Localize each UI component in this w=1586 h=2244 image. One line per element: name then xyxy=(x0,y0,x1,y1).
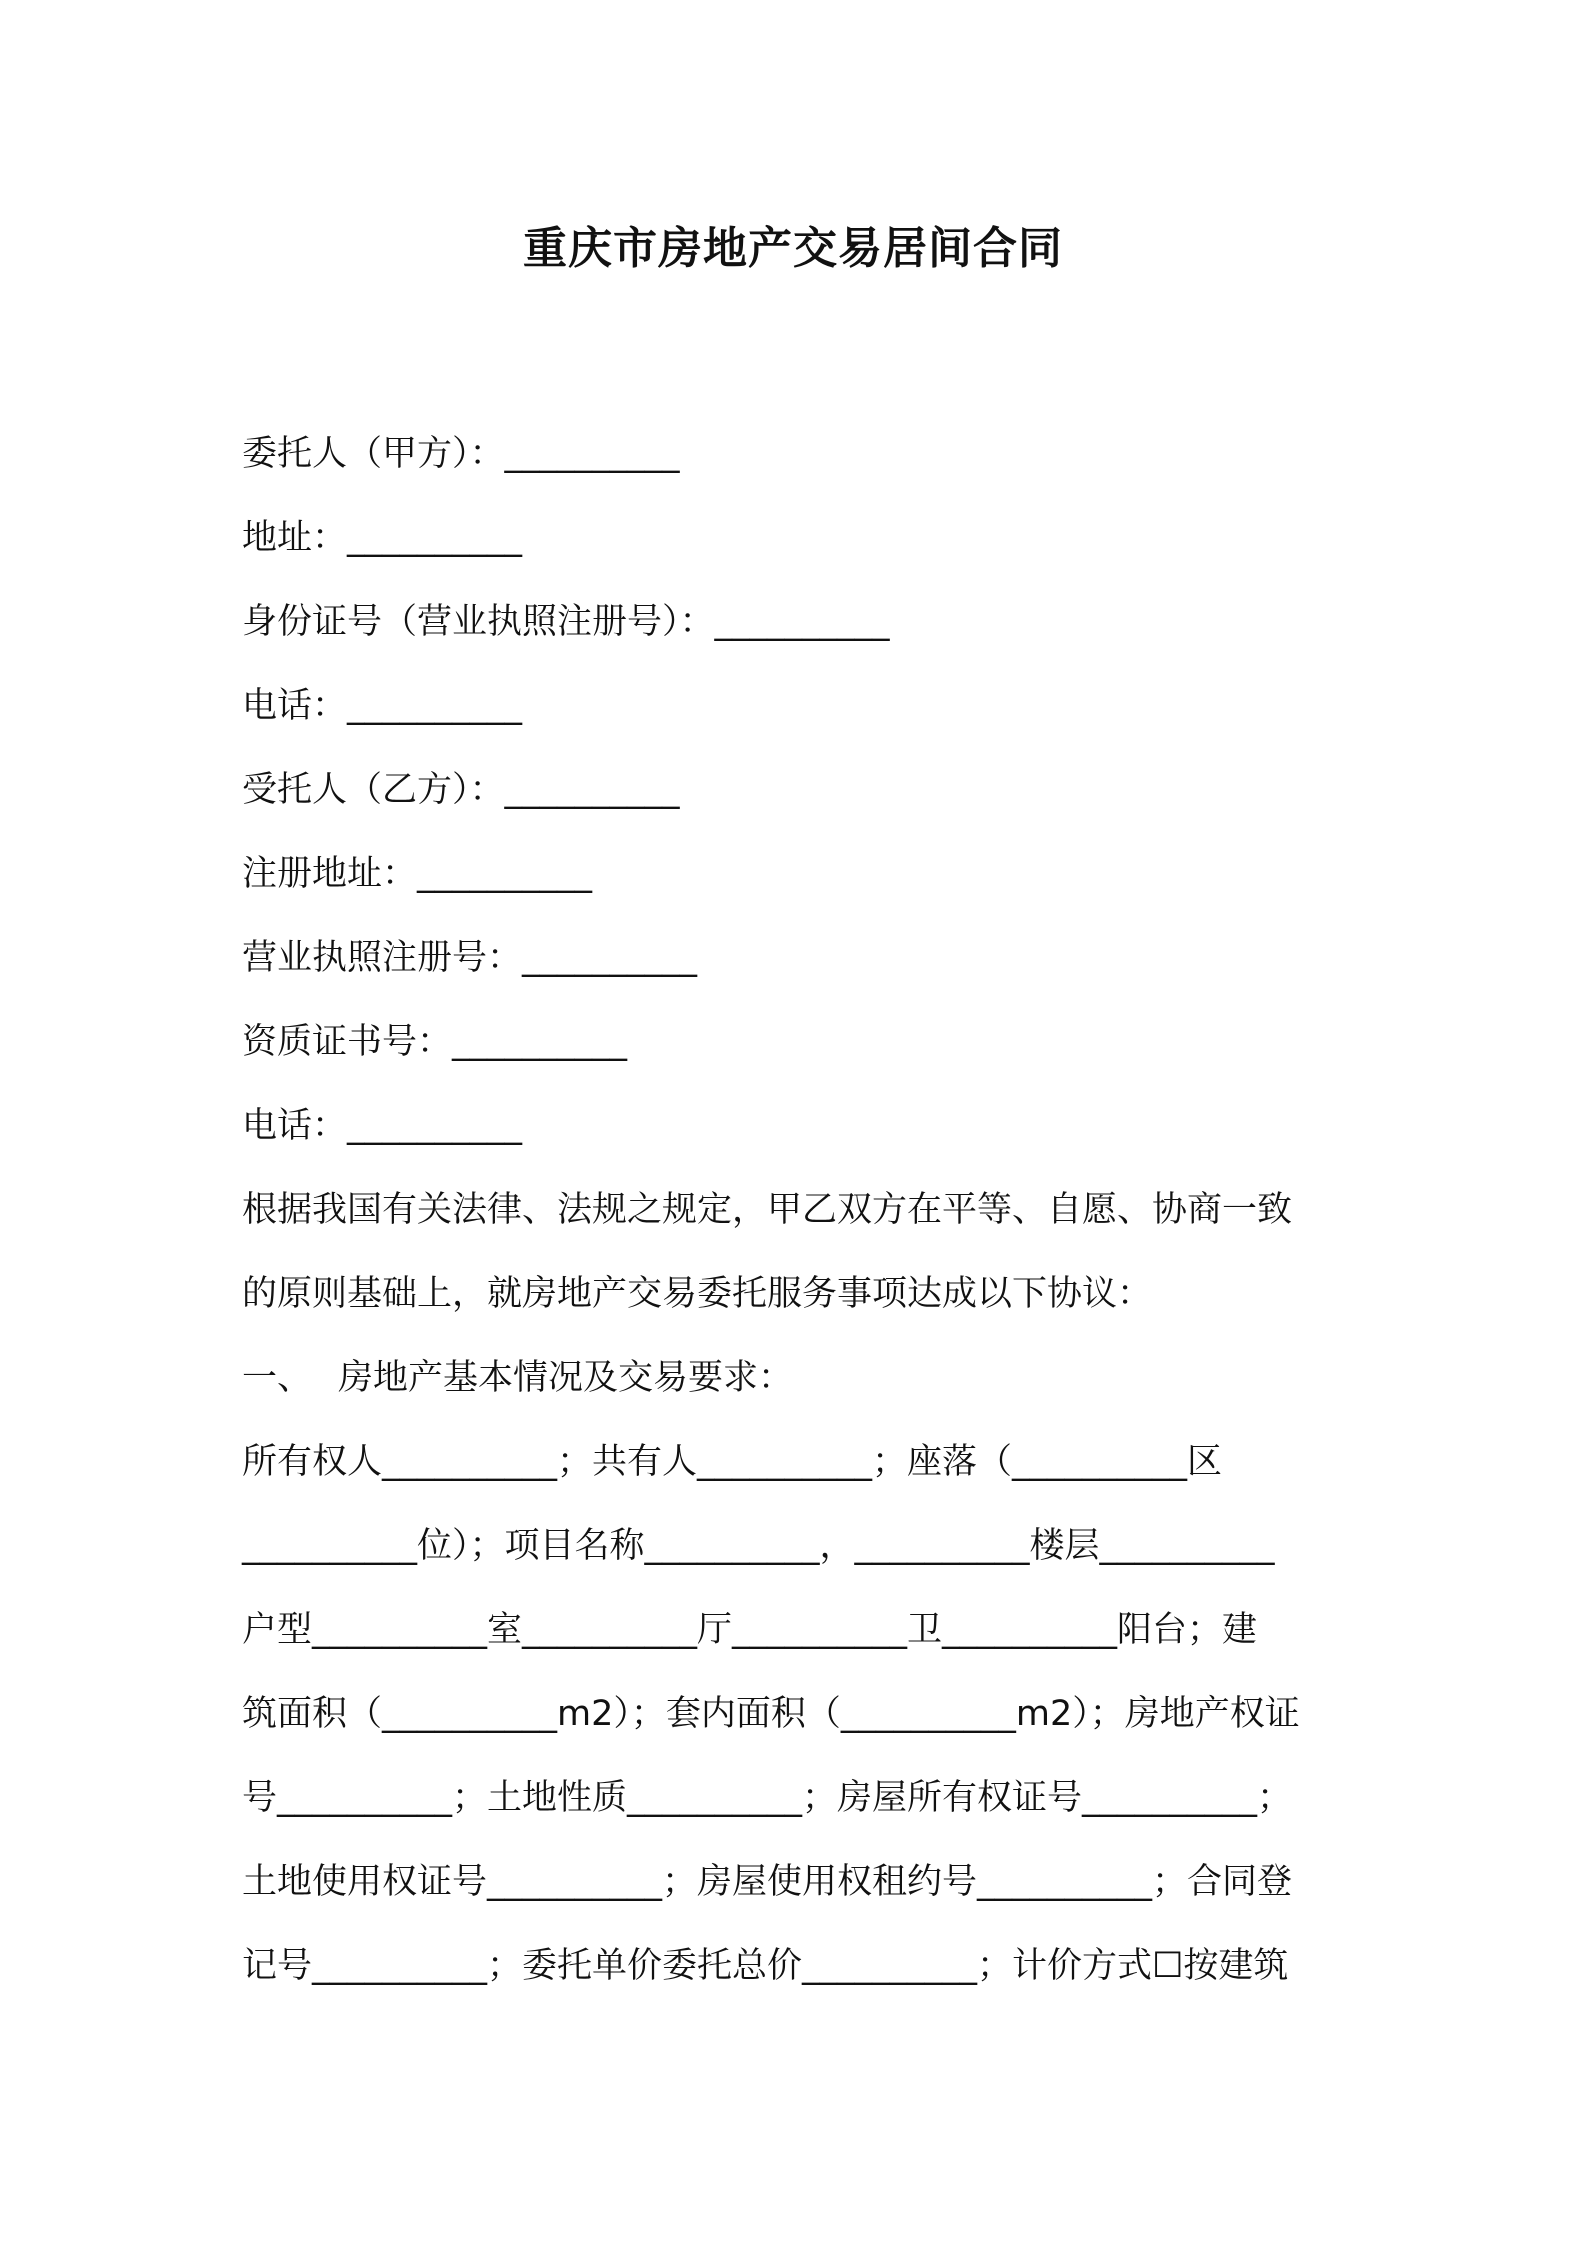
preamble-line: 根据我国有关法律、法规之规定，甲乙双方在平等、自愿、协商一致 xyxy=(242,1190,1293,1230)
detail-line: __________位）；项目名称__________，__________楼层__________ xyxy=(242,1526,1275,1566)
section-heading xyxy=(242,1336,1354,1420)
detail-line: 号__________；土地性质__________；房屋所有权证号__________； xyxy=(242,1778,1293,1818)
detail-line: 所有权人__________；共有人__________；座落（__________区 xyxy=(242,1442,1223,1482)
preamble-line: 的原则基础上，就房地产交易委托服务事项达成以下协议： xyxy=(242,1274,1153,1314)
section-number: 一、 xyxy=(242,1358,313,1398)
field-client-party-a: 委托人（甲方）：__________ xyxy=(242,434,680,474)
section-title: 房地产基本情况及交易要求： xyxy=(338,1358,794,1398)
detail-line: 筑面积（__________m2）；套内面积（__________m2）；房地产权证 xyxy=(242,1694,1300,1734)
field-agent-qualification-number: 资质证书号：__________ xyxy=(242,1022,628,1062)
field-client-phone: 电话：__________ xyxy=(242,686,523,726)
document-title: 重庆市房地产交易居间合同 xyxy=(523,223,1063,274)
field-client-address: 地址：__________ xyxy=(242,518,523,558)
detail-line: 户型__________室__________厅__________卫__________阳台；建 xyxy=(242,1610,1258,1650)
contract-body xyxy=(242,412,1354,2008)
detail-line: 土地使用权证号__________；房屋使用权租约号__________；合同登 xyxy=(242,1862,1293,1902)
field-agent-registered-address: 注册地址：__________ xyxy=(242,854,593,894)
field-agent-party-b: 受托人（乙方）：__________ xyxy=(242,770,680,810)
field-agent-license-number: 营业执照注册号：__________ xyxy=(242,938,698,978)
detail-line: 记号__________；委托单价委托总价__________；计价方式☐按建筑 xyxy=(242,1946,1289,1986)
field-agent-phone: 电话：__________ xyxy=(242,1106,523,1146)
field-client-id-number: 身份证号（营业执照注册号）：__________ xyxy=(242,602,890,642)
